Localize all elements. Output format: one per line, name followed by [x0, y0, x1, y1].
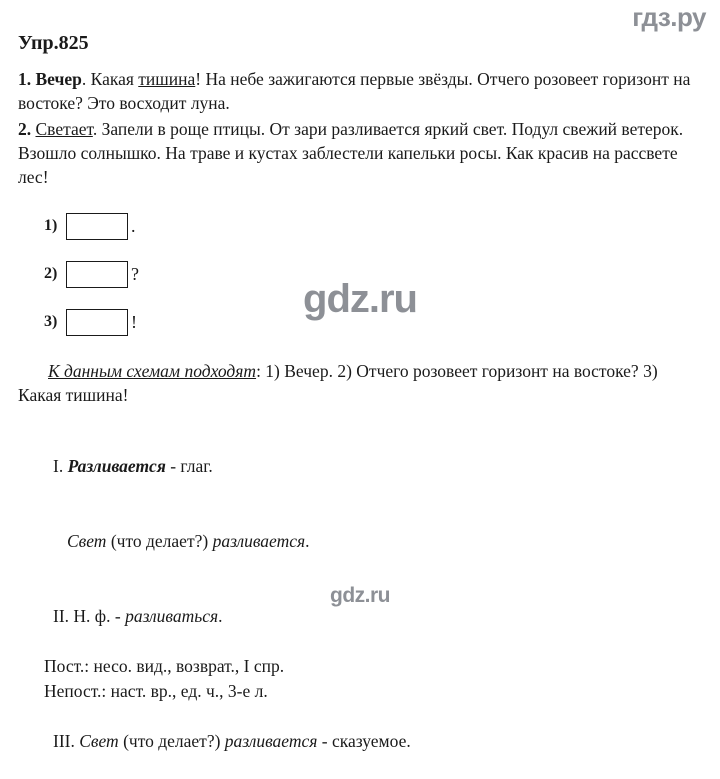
analysis-subject-1: Свет [67, 531, 107, 551]
item-1-underlined-word: тишина [138, 69, 196, 89]
analysis-line-1 [18, 429, 702, 504]
analysis-line-4: Пост.: несо. вид., возврат., I спр. [44, 656, 285, 676]
analysis-subject-2: Свет [79, 731, 119, 751]
item-2-underlined-word: Светает [35, 119, 93, 139]
item-1-bold-word: Вечер [35, 69, 82, 89]
analysis-line-3-end: . [218, 606, 223, 626]
scheme-label-1: 1) [44, 217, 58, 234]
scheme-box-1[interactable] [66, 213, 128, 240]
scheme-label-2: 2) [44, 265, 58, 282]
answer-lead: К данным схемам подходят [48, 361, 257, 381]
analysis-line-1-rest: - глаг. [165, 456, 213, 476]
scheme-punct-3: ! [131, 311, 137, 332]
analysis-question-1: (что делает?) [106, 531, 213, 551]
site-logo-bottom: gdz.ru [330, 584, 390, 607]
task-item-2 [18, 117, 702, 189]
item-2-text: . Запели в роще птицы. От зари разливается яркий свет. Подул свежий ветерок. Взошло солнышко. На траве и кустах заблестели капельки росы. Как красив на рассвете лес! [18, 119, 684, 187]
scheme-box-3[interactable] [66, 309, 128, 336]
item-2-number: 2. [18, 119, 32, 139]
site-logo-top: гдз.ру [632, 2, 706, 32]
scheme-box-2[interactable] [66, 261, 128, 288]
analysis-line-2 [18, 504, 702, 579]
item-1-text-b: ! На небе зажигаются первые звёзды. Отчего розовеет горизонт на востоке? Это восходит луна. [18, 69, 691, 113]
analysis-roman-2: II. Н. ф. - [53, 606, 126, 626]
watermark-logo: gdz.ru [303, 277, 417, 321]
exercise-title: Упр.825 [18, 32, 89, 54]
analysis-roman-3: III. [53, 731, 80, 751]
analysis-line-2-end: . [305, 531, 310, 551]
task-item-1 [18, 67, 702, 115]
analysis-line-6 [18, 704, 702, 779]
analysis-word-main: Разливается [67, 456, 166, 476]
analysis-infinitive: разливаться [125, 606, 219, 626]
answer-body: : 1) Вечер. 2) Отчего розовеет горизонт на востоке? 3) Какая тишина! [18, 361, 658, 405]
analysis-line-6-end: - сказуемое. [317, 731, 411, 751]
analysis-roman-1: I. [53, 456, 68, 476]
item-1-number: 1. [18, 69, 32, 89]
analysis-verb-2: разливается [224, 731, 318, 751]
scheme-row [44, 211, 702, 241]
exercise-content [18, 32, 702, 779]
answer-block [18, 359, 702, 407]
scheme-label-3: 3) [44, 313, 58, 330]
item-1-text-a: . Какая [81, 69, 139, 89]
analysis-verb-1: разливается [212, 531, 306, 551]
analysis-line-5: Непост.: наст. вр., ед. ч., 3-е л. [44, 681, 268, 701]
scheme-punct-1: . [131, 215, 136, 236]
scheme-punct-2: ? [131, 263, 139, 284]
analysis-question-2: (что делает?) [118, 731, 225, 751]
